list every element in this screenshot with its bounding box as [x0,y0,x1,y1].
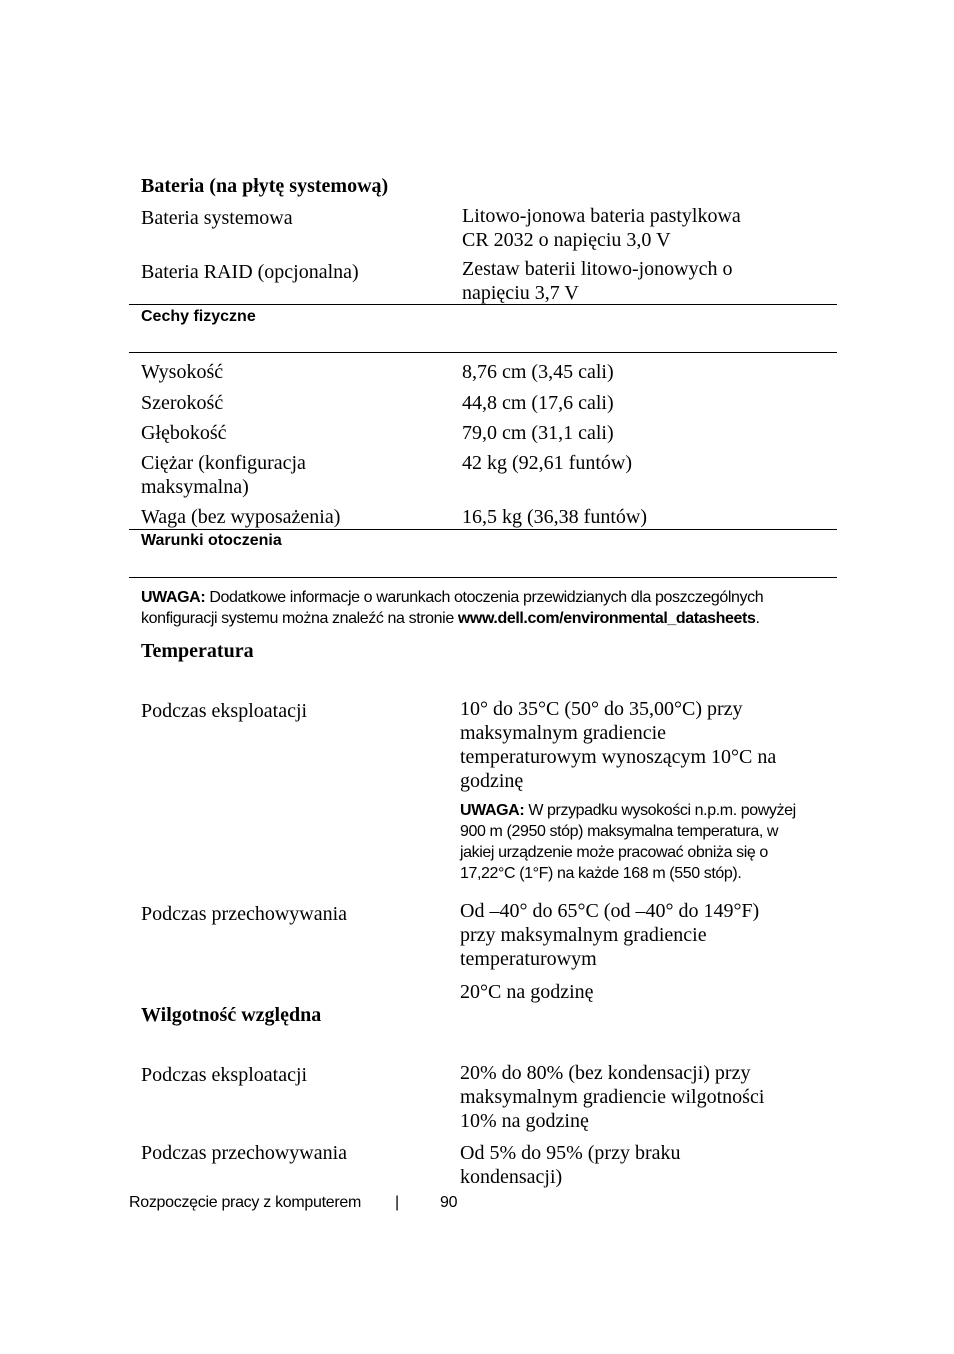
humidity-operating-value [460,1061,832,1133]
weight-empty-value: 16,5 kg (36,38 funtów) [462,506,647,528]
value-line: maksymalnym gradiencie wilgotności [460,1086,765,1108]
value-line: Od –40° do 65°C (od –40° do 149°F) [460,900,760,922]
weight-max-label [141,451,306,499]
temp-storage-value [460,899,832,971]
note-text: Dodatkowe informacje o warunkach otoczenia przewidzianych dla poszczególnych [209,589,764,606]
width-label: Szerokość [141,392,224,414]
note-text: konfiguracji systemu można znaleźć na stronie [141,610,458,627]
weight-max-label-line2: maksymalna) [141,476,249,498]
height-value: 8,76 cm (3,45 cali) [462,361,614,383]
note-text: . [755,610,760,627]
value-line: kondensacji) [460,1166,563,1188]
divider [129,352,837,353]
footer-separator: | [395,1194,399,1211]
temp-storage-gradient: 20°C na godzinę [460,981,594,1003]
divider [129,529,837,530]
section-title-battery: Bateria (na płytę systemową) [141,175,389,197]
temp-storage-label: Podczas przechowywania [141,903,348,925]
battery-system-value [462,204,832,252]
value-line: Od 5% do 95% (przy braku [460,1142,681,1164]
environment-note [141,587,831,629]
depth-label: Głębokość [141,422,227,444]
note-text: W przypadku wysokości n.p.m. powyżej [528,802,796,819]
battery-raid-value-line1: Zestaw baterii litowo-jonowych o [462,258,733,280]
note-label: UWAGA: [460,802,525,819]
subsection-title-humidity: Wilgotność względna [141,1004,322,1026]
value-line: temperaturowym wynoszącym 10°C na [460,746,777,768]
section-title-physical: Cechy fizyczne [141,308,256,325]
battery-raid-value [462,257,832,305]
note-line: jakiej urządzenie może pracować obniża się o [460,844,768,861]
datasheets-link[interactable]: www.dell.com/environmental_datasheets [457,610,756,627]
divider [129,577,837,578]
value-line: 20% do 80% (bez kondensacji) przy [460,1062,751,1084]
temp-operating-value [460,697,832,793]
battery-system-value-line1: Litowo-jonowa bateria pastylkowa [462,205,741,227]
footer-page-number: 90 [440,1194,458,1211]
section-title-environment: Warunki otoczenia [141,532,282,549]
environment-note-line2 [141,608,831,629]
note-label: UWAGA: [141,589,206,606]
value-line: godzinę [460,770,524,792]
value-line: 10° do 35°C (50° do 35,00°C) przy [460,698,743,720]
subsection-title-temperature: Temperatura [141,640,254,662]
note-line: 17,22°C (1°F) na każde 168 m (550 stóp). [460,865,742,882]
temp-operating-note [460,800,832,884]
humidity-storage-value [460,1141,832,1189]
footer-section-name: Rozpoczęcie pracy z komputerem [129,1194,361,1211]
width-value: 44,8 cm (17,6 cali) [462,392,614,414]
humidity-operating-label: Podczas eksploatacji [141,1064,308,1086]
environment-note-line1 [141,587,831,608]
battery-raid-label: Bateria RAID (opcjonalna) [141,261,359,283]
depth-value: 79,0 cm (31,1 cali) [462,422,614,444]
height-label: Wysokość [141,361,224,383]
battery-system-label: Bateria systemowa [141,207,293,229]
humidity-storage-label: Podczas przechowywania [141,1142,348,1164]
divider [129,304,837,305]
note-line [460,800,832,821]
battery-raid-value-line2: napięciu 3,7 V [462,282,579,304]
weight-max-label-line1: Ciężar (konfiguracja [141,452,306,474]
weight-empty-label: Waga (bez wyposażenia) [141,506,341,528]
note-line: 900 m (2950 stóp) maksymalna temperatura, w [460,823,779,840]
value-line: maksymalnym gradiencie [460,722,667,744]
value-line: 10% na godzinę [460,1110,589,1132]
temp-operating-label: Podczas eksploatacji [141,700,308,722]
weight-max-value: 42 kg (92,61 funtów) [462,452,632,474]
value-line: temperaturowym [460,948,597,970]
value-line: przy maksymalnym gradiencie [460,924,707,946]
battery-system-value-line2: CR 2032 o napięciu 3,0 V [462,229,671,251]
